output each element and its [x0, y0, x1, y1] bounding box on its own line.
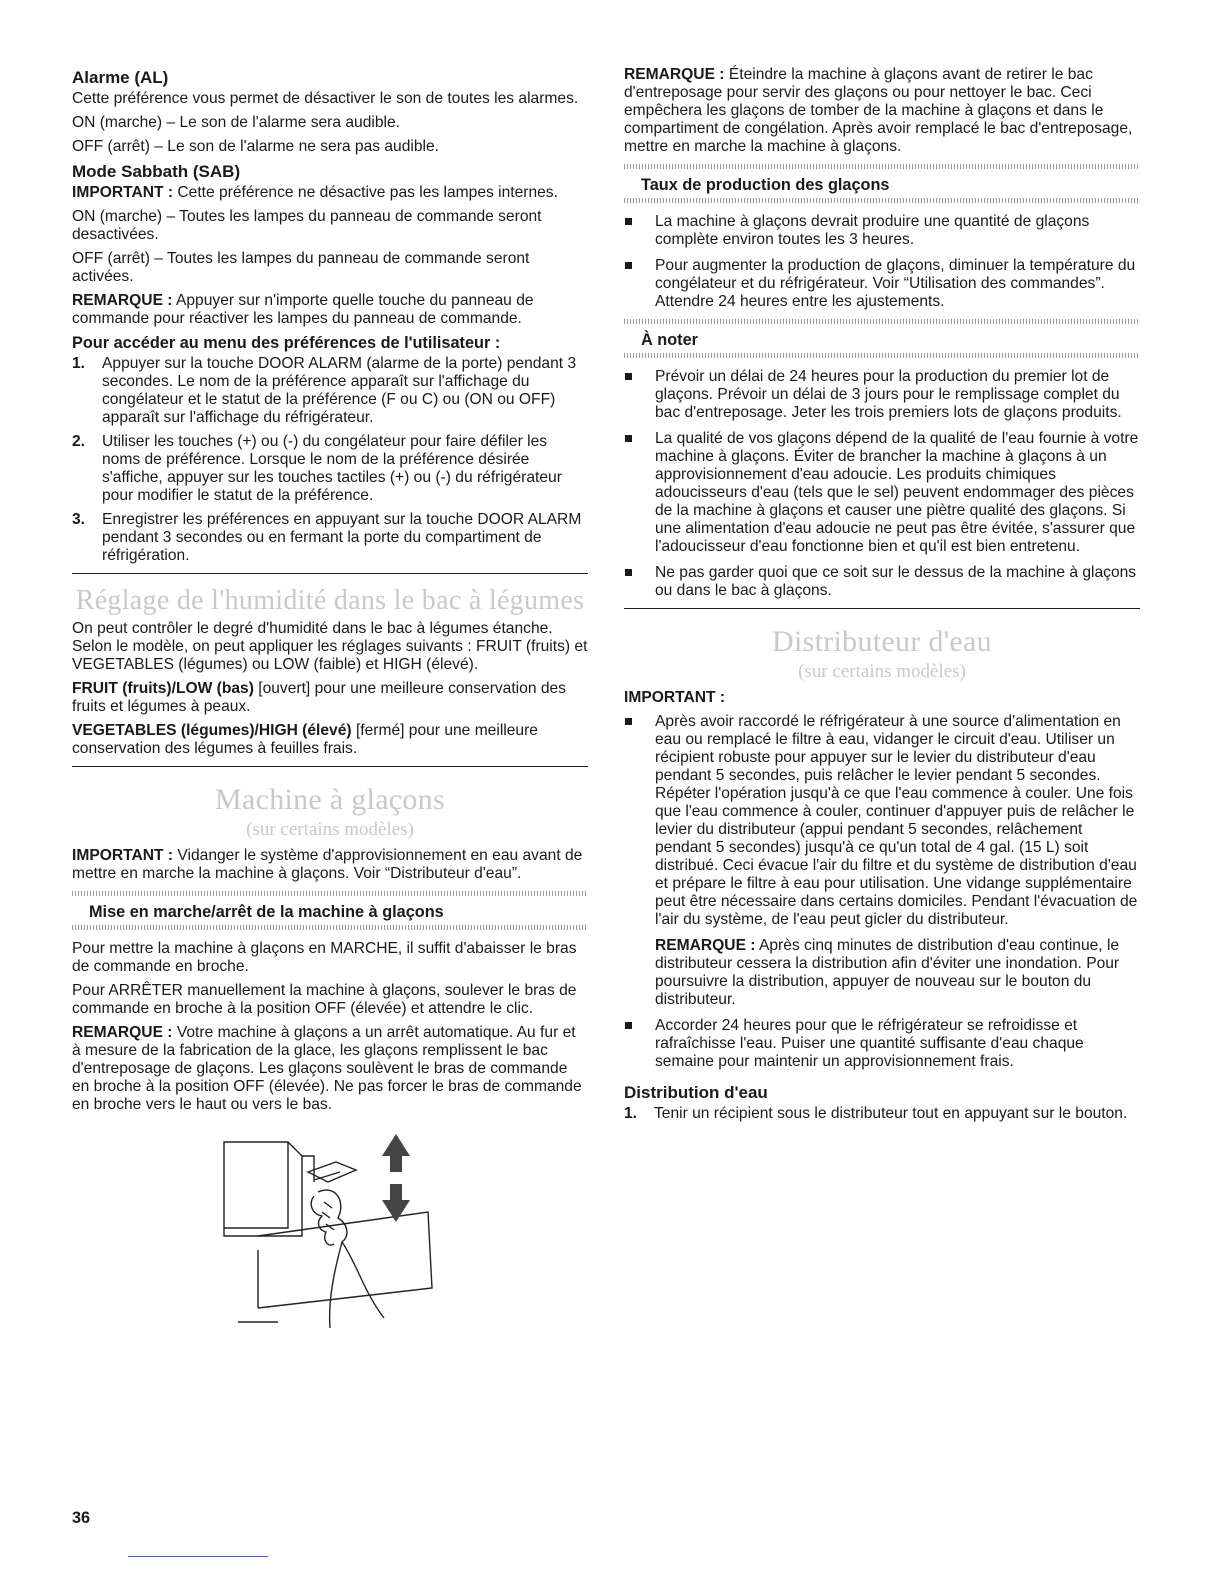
step-text: Utiliser les touches (+) ou (-) du congélateur pour faire défiler les noms de préférence. Lorsque le nom de la préférence désirée s'affiche, appuyer sur les touches tactiles (+) ou (-) du réfrigérateur pour modifier le statut de la préférence. [102, 433, 562, 504]
icemaker-note-text: Votre machine à glaçons a un arrêt automatique. Au fur et à mesure de la fabrication de la glace, les glaçons remplissent le bac d'entreposage de glaçons. Les glaçons soulèvent le bras de commande en broche à la position OFF (élevée). Ne pas forcer le bras de commande en broche vers le haut ou vers le bas. [72, 1024, 582, 1113]
humidity-fruit [72, 680, 588, 716]
icemaker-bin-note [624, 66, 1140, 156]
alarm-off: OFF (arrêt) – Le son de l'alarme ne sera pas audible. [72, 138, 440, 155]
list-item-text: Accorder 24 heures pour que le réfrigérateur se refroidisse et rafraîchisse l'eau. Puiser une quantité suffisante d'eau chaque semaine pour maintenir un approvisionnement frais. [655, 1017, 1084, 1070]
notes-list [624, 368, 1140, 600]
step-number: 1. [72, 355, 86, 372]
step-number: 2. [72, 433, 86, 450]
dispenser-list-2 [624, 1017, 1140, 1071]
note-label: REMARQUE : [72, 1024, 173, 1041]
alarm-heading: Alarme (AL) [72, 68, 169, 87]
list-item [624, 257, 1140, 311]
notes-header [624, 319, 1140, 358]
note-label: REMARQUE : [72, 292, 173, 309]
section-divider [72, 573, 588, 574]
dispenser-note [624, 937, 1140, 1009]
dispenser-section-subtitle: (sur certains modèles) [798, 661, 966, 682]
list-item [72, 355, 588, 427]
sabbath-on: ON (marche) – Toutes les lampes du panneau de commande seront desactivées. [72, 208, 542, 243]
list-item [624, 1017, 1140, 1071]
notes-heading: À noter [641, 331, 698, 349]
section-divider [624, 608, 1140, 609]
important-label: IMPORTANT : [72, 184, 174, 201]
square-bullet-icon [625, 262, 632, 269]
icemaker-important-text: Vidanger le système d'approvisionnement en eau avant de mettre en marche la machine à glaçons. Voir “Distributeur d'eau”. [72, 847, 583, 882]
icemaker-note [72, 1024, 588, 1114]
list-item [624, 564, 1140, 600]
fruit-text: [ouvert] pour une meilleure conservation des fruits et légumes à peaux. [72, 680, 566, 715]
icemaker-arm-illustration [218, 1132, 468, 1332]
rate-list [624, 213, 1140, 311]
list-item [624, 713, 1140, 929]
square-bullet-icon [625, 1022, 632, 1029]
list-item [72, 511, 588, 565]
square-bullet-icon [625, 569, 632, 576]
important-label: IMPORTANT : [72, 847, 174, 864]
square-bullet-icon [625, 218, 632, 225]
alarm-description: Cette préférence vous permet de désactiver le son de toutes les alarmes. [72, 90, 579, 107]
dispenser-important [624, 689, 1140, 707]
dispenser-list [624, 713, 1140, 929]
sabbath-important-text: Cette préférence ne désactive pas les lampes internes. [177, 184, 558, 201]
list-item-text: Ne pas garder quoi que ce soit sur le dessus de la machine à glaçons ou dans le bac à glaçons. [655, 564, 1137, 599]
important-label: IMPORTANT : [624, 689, 726, 706]
list-item-text: Prévoir un délai de 24 heures pour la production du premier lot de glaçons. Prévoir un délai de 3 jours pour le remplissage complet du bac d'entreposage. Jeter les trois premiers lots de glaçons produits. [655, 368, 1122, 421]
sabbath-note-text: Appuyer sur n'importe quelle touche du panneau de commande pour réactiver les lampes du panneau de commande. [72, 292, 534, 327]
icemaker-bin-note-text: Éteindre la machine à glaçons avant de retirer le bac d'entreposage pour servir des glaçons ou pour nettoyer le bac. Ceci empêchera les glaçons de tomber de la machine à glaçons et dans le compartiment de congélation. Après avoir remplacé le bac d'entreposage, mettre en marche la machine à glaçons. [624, 66, 1133, 155]
icemaker-onoff-header [72, 891, 588, 930]
dispenser-section-title: Distributeur d'eau [772, 625, 992, 658]
down-arrow-icon [382, 1184, 410, 1222]
list-item [624, 1105, 1140, 1123]
list-item-text: La qualité de vos glaçons dépend de la qualité de l'eau fournie à votre machine à glaçons. Éviter de brancher la machine à glaçons à un approvisionnement d'eau adoucie. Les produits chimiques adoucisseurs d'eau (tels que le sel) peuvent endommager des pièces de la machine à glaçons et causer une piètre qualité des glaçons. Si une alimentation d'eau adoucie ne peut pas être évitée, s'assurer que l'adoucisseur d'eau fonctionne bien et qu'il est bien entretenu. [655, 430, 1139, 555]
icemaker-drawing [218, 1132, 468, 1332]
right-column [624, 66, 1140, 1129]
list-item-text: La machine à glaçons devrait produire une quantité de glaçons complète environ toutes les 3 heures. [655, 213, 1090, 248]
section-divider [72, 766, 588, 767]
list-item [72, 433, 588, 505]
list-item [624, 213, 1140, 249]
step-number: 1. [624, 1105, 638, 1122]
alarm-on: ON (marche) – Le son de l'alarme sera audible. [72, 114, 401, 131]
rate-header [624, 164, 1140, 203]
sabbath-note [72, 292, 588, 328]
sabbath-heading: Mode Sabbath (SAB) [72, 162, 241, 181]
sabbath-off: OFF (arrêt) – Toutes les lampes du panneau de commande seront activées. [72, 250, 530, 285]
step-text: Enregistrer les préférences en appuyant sur la touche DOOR ALARM pendant 3 secondes ou en fermant la porte du compartiment de réfrigération. [102, 511, 582, 564]
menu-steps [72, 355, 588, 565]
list-item-text: Pour augmenter la production de glaçons, diminuer la température du congélateur et du réfrigérateur. Voir “Utilisation des commandes”. Attendre 24 heures entre les ajustements. [655, 257, 1136, 310]
square-bullet-icon [625, 718, 632, 725]
humidity-vegetables [72, 722, 588, 758]
icemaker-section-subtitle: (sur certains modèles) [246, 819, 414, 840]
list-item-text: Après avoir raccordé le réfrigérateur à une source d'alimentation en eau ou remplacé le filtre à eau, vidanger le circuit d'eau. Utiliser un récipient robuste pour appuyer sur le levier du distributeur d'eau pendant 5 secondes, puis relâcher le levier pendant 5 secondes. Répéter l'opération jusqu'à ce que l'eau commence à couler. Une fois que l'eau commence à couler, continuer d'appuyer puis de relâcher le levier du distributeur (appui pendant 5 secondes, relâchement pendant 5 secondes) jusqu'à ce qu'un total de 4 gal. (15 L) soit distribué. Ceci évacue l'air du filtre et du système de distribution d'eau et prépare le filtre à eau pour utilisation. Une vidange supplémentaire peut être nécessaire dans certains domiciles. Pendant l'évacuation de l'air du système, de l'eau peut gicler du distributeur. [655, 713, 1138, 928]
sabbath-important [72, 184, 588, 202]
icemaker-onoff-heading: Mise en marche/arrêt de la machine à glaçons [89, 903, 444, 921]
hatch-band [72, 925, 588, 930]
square-bullet-icon [625, 373, 632, 380]
step-text: Appuyer sur la touche DOOR ALARM (alarme de la porte) pendant 3 secondes. Le nom de la préférence apparaît sur l'affichage du congélateur et le statut de la préférence (F ou C) ou (ON ou OFF) apparaît sur l'affichage du réfrigérateur. [102, 355, 577, 426]
footer-line [128, 1556, 268, 1557]
hatch-band [624, 353, 1140, 358]
menu-heading: Pour accéder au menu des préférences de l'utilisateur : [72, 334, 501, 352]
humidity-section-title: Réglage de l'humidité dans le bac à légumes [75, 585, 585, 616]
square-bullet-icon [625, 435, 632, 442]
fruit-label: FRUIT (fruits)/LOW (bas) [72, 680, 254, 697]
vegetables-text: [fermé] pour une meilleure conservation des légumes à feuilles frais. [72, 722, 538, 757]
humidity-intro: On peut contrôler le degré d'humidité dans le bac à légumes étanche. Selon le modèle, on peut appliquer les réglages suivants : FRUIT (fruits) et VEGETABLES (légumes) ou LOW (faible) et HIGH (élevé). [72, 620, 588, 673]
list-item [624, 430, 1140, 556]
up-arrow-icon [382, 1134, 410, 1172]
icemaker-section-title: Machine à glaçons [214, 783, 445, 816]
list-item [624, 368, 1140, 422]
distribution-steps [624, 1105, 1140, 1123]
step-text: Tenir un récipient sous le distributeur tout en appuyant sur le bouton. [654, 1105, 1128, 1122]
hatch-band [624, 198, 1140, 203]
rate-heading: Taux de production des glaçons [641, 176, 890, 194]
icemaker-off-text: Pour ARRÊTER manuellement la machine à glaçons, soulever le bras de commande en broche à la position OFF (élevée) et attendre le clic. [72, 982, 577, 1017]
icemaker-important [72, 847, 588, 883]
distribution-heading: Distribution d'eau [624, 1083, 768, 1102]
dispenser-note-text: Après cinq minutes de distribution d'eau continue, le distributeur cessera la distribution afin d'éviter une inondation. Pour poursuivre la distribution, appuyer de nouveau sur le bouton du distributeur. [655, 937, 1120, 1008]
vegetables-label: VEGETABLES (légumes)/HIGH (élevé) [72, 722, 352, 739]
note-label: REMARQUE : [624, 66, 725, 83]
page-number: 36 [72, 1509, 91, 1527]
note-label: REMARQUE : [655, 937, 756, 954]
left-column [72, 66, 588, 1332]
step-number: 3. [72, 511, 86, 528]
icemaker-on-text: Pour mettre la machine à glaçons en MARCHE, il suffit d'abaisser le bras de commande en broche. [72, 940, 577, 975]
